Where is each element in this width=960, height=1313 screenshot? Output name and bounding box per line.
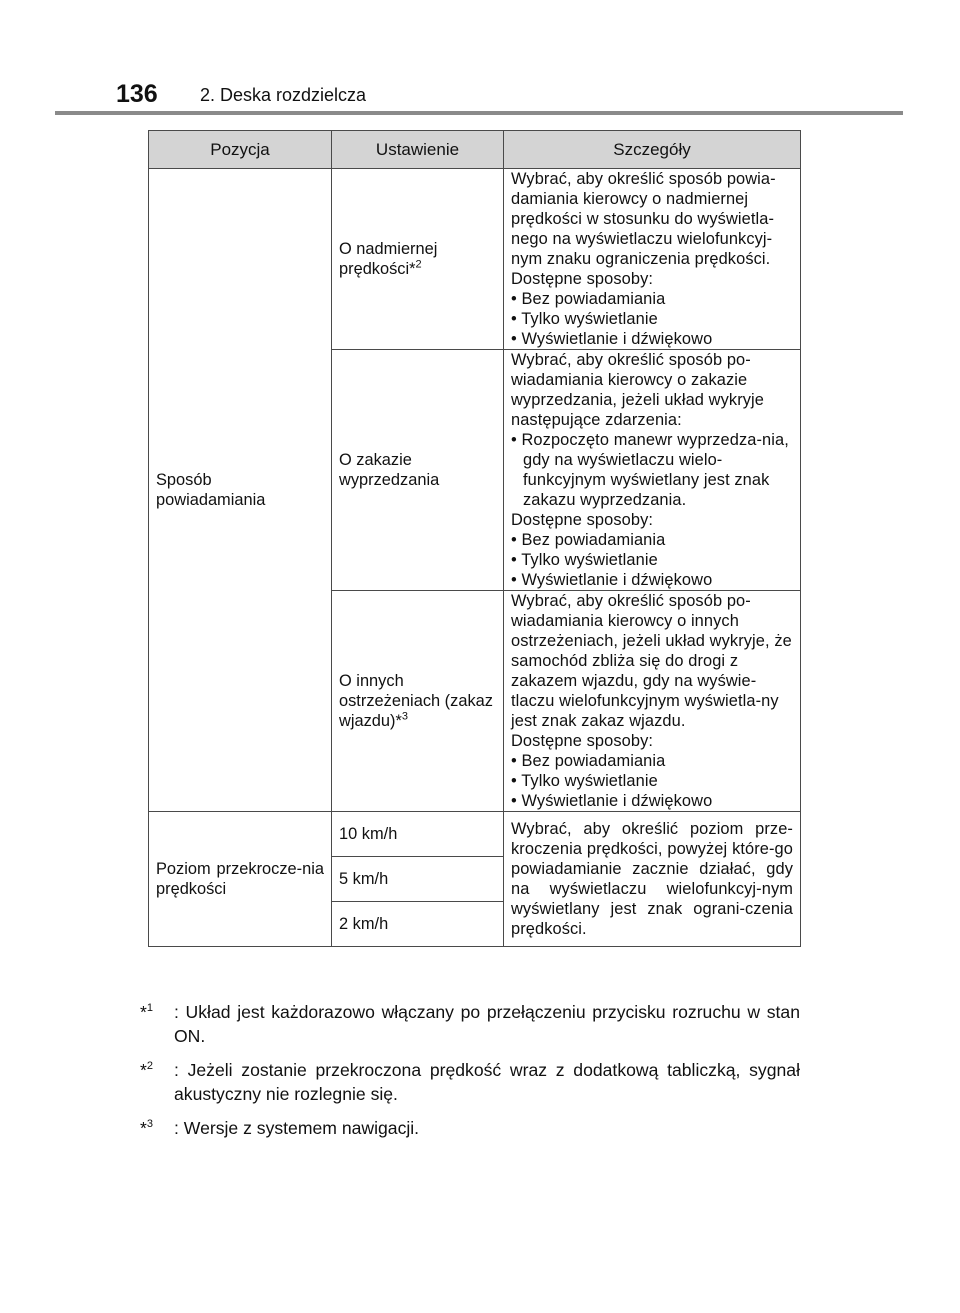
list-item: • Bez powiadamiania [511,752,666,770]
item-cell [149,812,332,947]
footnote [140,1058,800,1106]
setting-label: 5 km/h [339,870,389,888]
setting-cell [332,812,504,857]
footnote-text: : Wersje z systemem nawigacji. [174,1118,420,1138]
setting-cell [332,902,504,947]
setting-cell [332,591,504,812]
details-intro: Wybrać, aby określić sposób po-wiadamiania kierowcy o innych ostrzeżeniach, jeżeli układ wykryje, że samochód zbliża się do drogi z zakazem wjazdu, gdy na wyświe-tlaczu wielofunkcyjnym wyświetla-ny jest znak zakaz wjazdu. [511,592,792,730]
setting-label: O zakazie wyprzedzania [339,451,440,489]
footnote-ref: 2 [415,258,422,271]
setting-label: 2 km/h [339,915,389,933]
table-header-row [149,131,801,169]
setting-label: 10 km/h [339,825,398,843]
options-label: Dostępne sposoby: [511,270,654,288]
table-row [149,812,801,857]
footnote-marker [140,1058,153,1082]
chapter-title: 2. Deska rozdzielcza [200,85,367,105]
footnote-asterisk: * [140,1060,147,1080]
footnote-text: : Układ jest każdorazowo włączany po przełączeniu przycisku rozruchu w stan ON. [174,1002,800,1046]
setting-cell [332,857,504,902]
setting-cell [332,350,504,591]
list-item: • Wyświetlanie i dźwiękowo [511,330,713,348]
item-cell [149,169,332,812]
footnote-number: 2 [146,1060,153,1073]
details-text: Wybrać, aby określić poziom prze-kroczenia prędkości, powyżej które-go powiadamianie zacznie działać, gdy na wyświetlaczu wielofunkcyj-nym wyświetlany jest znak ograni-czenia prędkości. [511,820,793,938]
item-label: Poziom przekrocze-nia prędkości [156,860,324,898]
footnote-asterisk: * [140,1002,147,1022]
footnote-marker [140,1116,153,1140]
list-item: • Tylko wyświetlanie [511,310,658,328]
footnote-number: 3 [146,1118,153,1131]
footnote-marker [140,1000,153,1024]
item-label: Sposób powiadamiania [156,471,266,509]
footnote [140,1000,800,1048]
table-row [149,169,801,350]
details-cell [504,350,801,591]
list-item: • Tylko wyświetlanie [511,772,658,790]
page-number: 136 [116,80,158,108]
footnote-ref: 3 [401,710,408,723]
options-label: Dostępne sposoby: [511,732,654,750]
page-header [0,0,960,116]
footnote-text: : Jeżeli zostanie przekroczona prędkość wraz z dodatkową tabliczką, sygnał akustyczny nie rozlegnie się. [174,1060,800,1104]
list-item: • Tylko wyświetlanie [511,551,658,569]
list-item: • Bez powiadamiania [511,290,666,308]
column-header-details: Szczegóły [504,131,801,169]
footnotes [140,1000,800,1150]
list-item: • Wyświetlanie i dźwiękowo [511,792,713,810]
details-cell [504,169,801,350]
column-header-setting: Ustawienie [332,131,504,169]
list-item: • Wyświetlanie i dźwiękowo [511,571,713,589]
setting-label: O innych ostrzeżeniach (zakaz wjazdu)* [339,672,493,730]
setting-cell [332,169,504,350]
details-intro: Wybrać, aby określić sposób po-wiadamiania kierowcy o zakazie wyprzedzania, jeżeli układ wykryje następujące zdarzenia: [511,351,765,429]
list-item: • Bez powiadamiania [511,531,666,549]
footnote-number: 1 [146,1002,153,1015]
options-label: Dostępne sposoby: [511,511,654,529]
header-divider [55,111,903,115]
setting-label: O nadmiernej prędkości* [339,240,438,278]
list-item: • Rozpoczęto manewr wyprzedza-nia, gdy na wyświetlaczu wielo-funkcyjnym wyświetlany jest znak zakazu wyprzedzania. [511,431,789,509]
column-header-item: Pozycja [149,131,332,169]
details-intro: Wybrać, aby określić sposób powia-damiania kierowcy o nadmiernej prędkości w stosunku do wyświetla-nego na wyświetlaczu wielofunkcyj-nym znaku ograniczenia prędkości. [511,170,776,268]
details-cell [504,812,801,947]
details-cell [504,591,801,812]
footnote [140,1116,800,1140]
footnote-asterisk: * [140,1118,147,1138]
settings-table [148,130,801,947]
